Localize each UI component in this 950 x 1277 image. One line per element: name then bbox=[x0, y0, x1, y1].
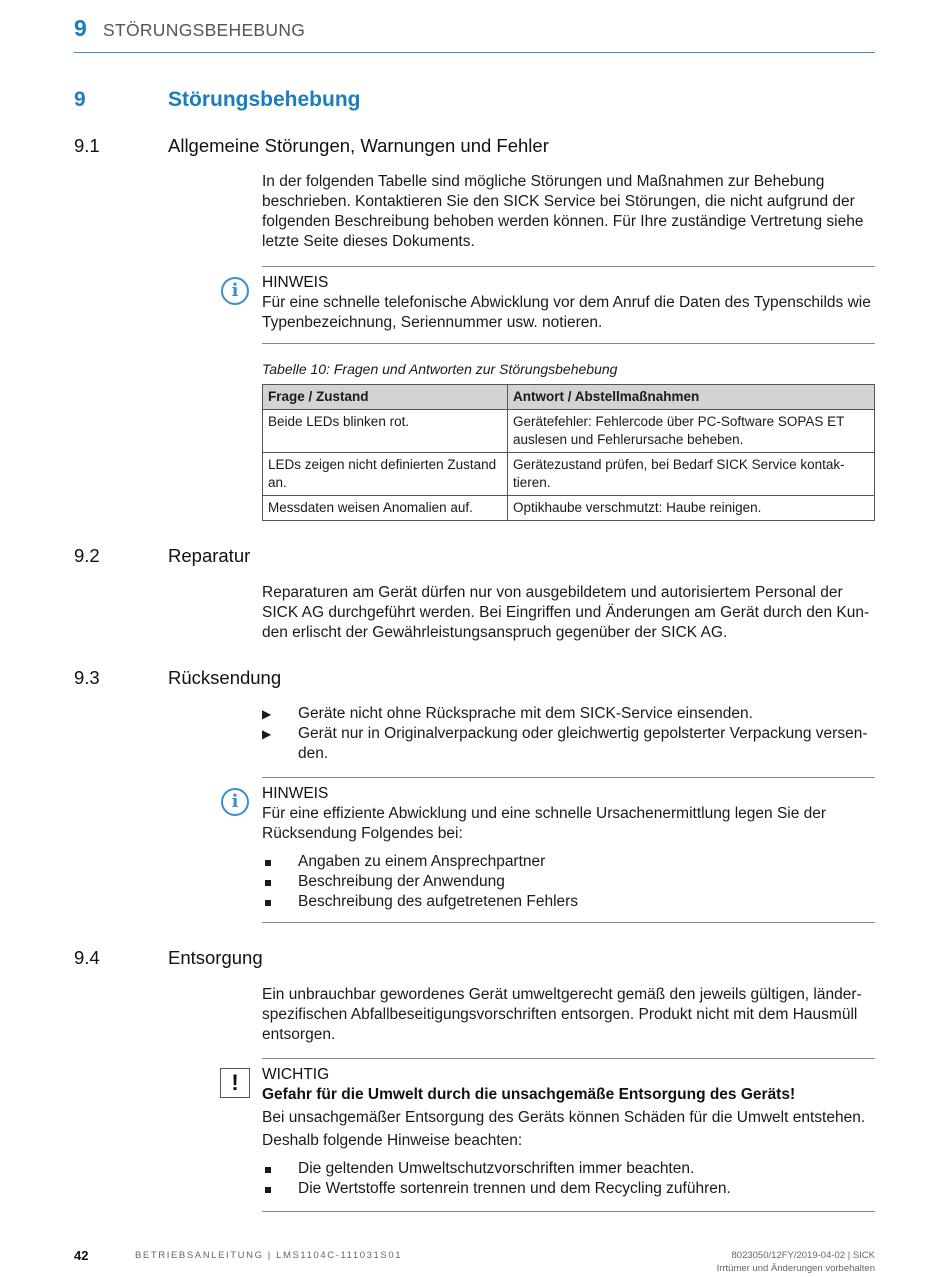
list-item bbox=[262, 724, 875, 764]
item-text: Beschreibung des aufgetretenen Fehlers bbox=[298, 893, 579, 910]
table-row bbox=[263, 410, 875, 453]
disposal-paragraph: Ein unbrauchbar gewordenes Gerät umweltgerecht gemäß den jeweils gültigen, länder-spezifischen Abfallbeseitigungsvorschriften entsorgen. Produkt nicht mit dem Hausmüll entsorgen. bbox=[262, 986, 862, 1043]
square-bullet-icon bbox=[265, 900, 271, 906]
table-cell: LEDs zeigen nicht definierten Zustand an. bbox=[263, 453, 508, 496]
disclaimer: Irrtümer und Änderungen vorbehalten bbox=[716, 1263, 875, 1274]
square-bullet-icon bbox=[265, 1167, 271, 1173]
document-title: BETRIEBSANLEITUNG | LMS1104C-111031S01 bbox=[135, 1250, 403, 1261]
arrow-bullet-icon: ▶ bbox=[262, 727, 272, 741]
info-icon: i bbox=[221, 277, 249, 305]
note-block-9-3 bbox=[262, 784, 875, 912]
table-caption: Tabelle 10: Fragen und Antworten zur Störungsbehebung bbox=[262, 361, 618, 377]
section-9-2-body bbox=[262, 583, 875, 643]
section-number-9-1: 9.1 bbox=[74, 135, 100, 156]
column-header: Antwort / Abstellmaßnahmen bbox=[508, 385, 875, 410]
note-top-rule bbox=[262, 777, 875, 778]
step-text: Geräte nicht ohne Rücksprache mit dem SICK-Service einsenden. bbox=[298, 705, 753, 722]
column-header: Frage / Zustand bbox=[263, 385, 508, 410]
item-text: Die Wertstoffe sortenrein trennen und dem Recycling zuführen. bbox=[298, 1180, 731, 1197]
warning-top-rule bbox=[262, 1058, 875, 1059]
table-cell: Gerätefehler: Fehlercode über PC-Software SOPAS ET auslesen und Fehlerursache beheben. bbox=[508, 410, 875, 453]
document-reference bbox=[717, 1249, 875, 1275]
note-block-9-1 bbox=[262, 273, 875, 333]
item-text: Die geltenden Umweltschutzvorschriften immer beachten. bbox=[298, 1160, 695, 1177]
note-text: Für eine schnelle telefonische Abwicklung vor dem Anruf die Daten des Typenschilds wie Typenbezeichnung, Seriennummer usw. notieren. bbox=[262, 294, 871, 331]
list-item bbox=[262, 852, 875, 872]
table-header-row bbox=[263, 385, 875, 410]
list-item bbox=[262, 1159, 875, 1179]
running-header-chapter-title: STÖRUNGSBEHEBUNG bbox=[103, 20, 306, 40]
warning-label: WICHTIG bbox=[262, 1066, 330, 1083]
warning-bottom-rule bbox=[262, 1211, 875, 1212]
info-icon: i bbox=[221, 788, 249, 816]
section-number-9-3: 9.3 bbox=[74, 667, 100, 688]
list-item bbox=[262, 704, 875, 724]
arrow-bullet-icon: ▶ bbox=[262, 707, 272, 721]
note-top-rule bbox=[262, 266, 875, 267]
repair-paragraph: Reparaturen am Gerät dürfen nur von ausgebildetem und autorisiertem Personal der SICK AG durchgeführt werden. Bei Eingriffen und Änderungen am Gerät durch den Kun-den erlischt der Gewährleistungsanspruch gegenüber der SICK AG. bbox=[262, 584, 870, 641]
running-header-chapter-number: 9 bbox=[74, 15, 87, 41]
section-9-1-intro bbox=[262, 172, 875, 252]
exclamation-icon: ! bbox=[220, 1068, 250, 1098]
table-row bbox=[263, 453, 875, 496]
header-divider bbox=[74, 52, 875, 53]
return-steps bbox=[262, 704, 875, 764]
section-title-9-1: Allgemeine Störungen, Warnungen und Fehler bbox=[168, 135, 549, 156]
section-title-9-4: Entsorgung bbox=[168, 947, 263, 968]
warning-text: Bei unsachgemäßer Entsorgung des Geräts können Schäden für die Umwelt entstehen. bbox=[262, 1109, 866, 1126]
section-number-9-2: 9.2 bbox=[74, 545, 100, 566]
chapter-title: Störungsbehebung bbox=[168, 88, 361, 111]
list-item bbox=[262, 892, 875, 912]
square-bullet-icon bbox=[265, 860, 271, 866]
section-title-9-2: Reparatur bbox=[168, 545, 251, 566]
warning-block bbox=[262, 1065, 875, 1199]
troubleshooting-table bbox=[262, 384, 875, 521]
step-text: Gerät nur in Originalverpackung oder gleichwertig gepolsterter Verpackung versen-den. bbox=[298, 725, 868, 762]
warning-heading: Gefahr für die Umwelt durch die unsachgemäße Entsorgung des Geräts! bbox=[262, 1086, 796, 1103]
warning-text: Deshalb folgende Hinweise beachten: bbox=[262, 1132, 523, 1149]
square-bullet-icon bbox=[265, 880, 271, 886]
note-bottom-rule bbox=[262, 922, 875, 923]
intro-paragraph: In der folgenden Tabelle sind mögliche Störungen und Maßnahmen zur Behebung beschrieben. Kontaktieren Sie den SICK Service bei Störungen, die nicht aufgrund der folgenden Beschreibung behoben werden können. Für Ihre zuständige Vertretung siehe letzte Seite dieses Dokuments. bbox=[262, 173, 864, 250]
table-row bbox=[263, 496, 875, 521]
chapter-number: 9 bbox=[74, 88, 86, 111]
table-cell: Gerätezustand prüfen, bei Bedarf SICK Service kontak-tieren. bbox=[508, 453, 875, 496]
page-number: 42 bbox=[74, 1248, 89, 1263]
note-text: Für eine effiziente Abwicklung und eine schnelle Ursachenermittlung legen Sie der Rücksendung Folgendes bei: bbox=[262, 805, 827, 842]
note-bottom-rule bbox=[262, 343, 875, 344]
section-9-4-body bbox=[262, 985, 875, 1045]
list-item bbox=[262, 872, 875, 892]
section-number-9-4: 9.4 bbox=[74, 947, 100, 968]
item-text: Beschreibung der Anwendung bbox=[298, 873, 505, 890]
section-title-9-3: Rücksendung bbox=[168, 667, 282, 688]
document-code: 8023050/12FY/2019-04-02 | SICK bbox=[731, 1250, 875, 1261]
item-text: Angaben zu einem Ansprechpartner bbox=[298, 853, 546, 870]
table-cell: Beide LEDs blinken rot. bbox=[263, 410, 508, 453]
list-item bbox=[262, 1179, 875, 1199]
note-label: HINWEIS bbox=[262, 274, 329, 291]
note-label: HINWEIS bbox=[262, 785, 329, 802]
table-cell: Messdaten weisen Anomalien auf. bbox=[263, 496, 508, 521]
table-cell: Optikhaube verschmutzt: Haube reinigen. bbox=[508, 496, 875, 521]
square-bullet-icon bbox=[265, 1187, 271, 1193]
